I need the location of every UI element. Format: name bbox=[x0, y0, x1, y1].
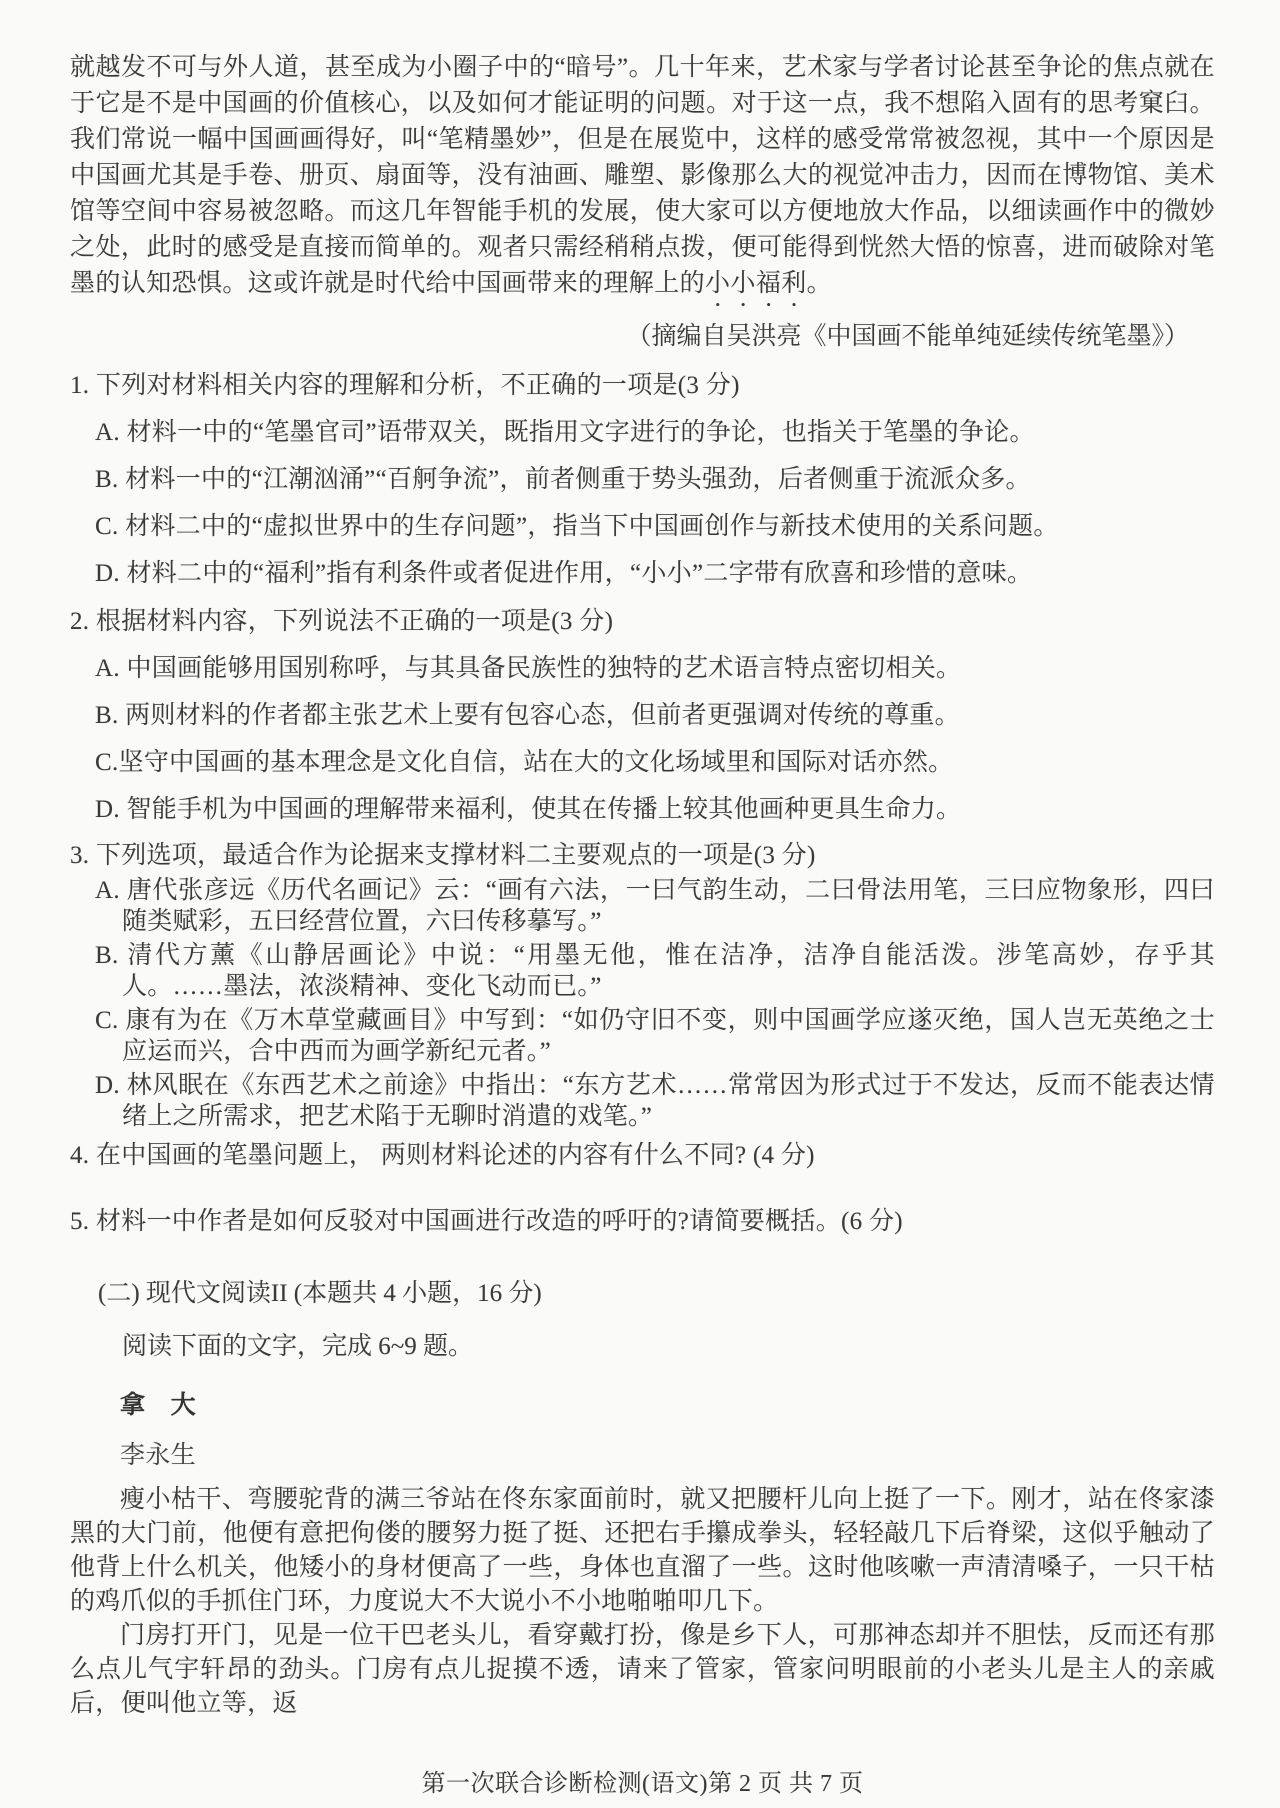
question-3-option-a: A. 唐代张彦远《历代名画记》云：“画有六法，一曰气韵生动，二曰骨法用笔，三曰应物象形，四曰随类赋彩，五曰经营位置，六曰传移摹写。” bbox=[95, 877, 1215, 935]
question-3-option-c: C. 康有为在《万木草堂藏画目》中写到：“如仍守旧不变，则中国画学应遂灭绝，国人岂无英绝之士应运而兴，合中西而为画学新纪元者。” bbox=[95, 1007, 1215, 1065]
question-2 bbox=[70, 606, 1215, 826]
section-2-header: (二) 现代文阅读II (本题共 4 小题，16 分) bbox=[98, 1280, 542, 1307]
intro-emphasized-text: 小小福利 bbox=[705, 270, 807, 297]
question-4 bbox=[70, 1140, 1215, 1172]
question-2-stem: 2. 根据材料内容，下列说法不正确的一项是(3 分) bbox=[70, 608, 614, 635]
question-2-option-c: C.坚守中国画的基本理念是文化自信，站在大的文化场域里和国际对话亦然。 bbox=[95, 749, 954, 776]
question-3-option-d: D. 林风眠在《东西艺术之前途》中指出：“东方艺术……常常因为形式过于不发达，反而不能表达情绪上之所需求，把艺术陷于无聊时消遣的戏笔。” bbox=[95, 1072, 1215, 1130]
question-3-option-b: B. 清代方薰《山静居画论》中说：“用墨无他，惟在洁净，洁净自能活泼。涉笔高妙，存乎其人。……墨法，浓淡精神、变化飞动而已。” bbox=[95, 942, 1215, 1000]
question-1-option-a: A. 材料一中的“笔墨官司”语带双关，既指用文字进行的争论，也指关于笔墨的争论。 bbox=[95, 419, 1035, 446]
intro-period: 。 bbox=[806, 270, 833, 297]
reading-passage bbox=[70, 1389, 1215, 1721]
passage-author: 李永生 bbox=[120, 1442, 196, 1469]
question-2-option-b: B. 两则材料的作者都主张艺术上要有包容心态，但前者更强调对传统的尊重。 bbox=[95, 702, 960, 729]
question-1-option-c: C. 材料二中的“虚拟世界中的生存问题”，指当下中国画创作与新技术使用的关系问题。 bbox=[95, 513, 1059, 540]
page-footer: 第一次联合诊断检测(语文)第 2 页 共 7 页 bbox=[421, 1771, 864, 1797]
question-3 bbox=[70, 840, 1215, 1132]
question-1-stem: 1. 下列对材料相关内容的理解和分析，不正确的一项是(3 分) bbox=[70, 372, 740, 399]
intro-paragraph bbox=[70, 50, 1215, 312]
question-2-option-a: A. 中国画能够用国别称呼，与其具备民族性的独特的艺术语言特点密切相关。 bbox=[95, 655, 962, 682]
question-4-stem: 4. 在中国画的笔墨问题上， 两则材料论述的内容有什么不同? (4 分) bbox=[70, 1142, 815, 1169]
reading-instruction: 阅读下面的文字，完成 6~9 题。 bbox=[122, 1333, 474, 1360]
question-1 bbox=[70, 370, 1215, 590]
source-attribution: （摘编自吴洪亮《中国画不能单纯延续传统笔墨》） bbox=[626, 323, 1189, 350]
question-3-stem: 3. 下列选项，最适合作为论据来支撑材料二主要观点的一项是(3 分) bbox=[70, 842, 816, 869]
question-5-stem: 5. 材料一中作者是如何反驳对中国画进行改造的呼吁的?请简要概括。(6 分) bbox=[70, 1208, 903, 1235]
passage-paragraph-2: 门房打开门，见是一位干巴老头儿，看穿戴打扮，像是乡下人，可那神态却并不胆怯，反而还有那么点儿气宇轩昂的劲头。门房有点儿捉摸不透，请来了管家，管家问明眼前的小老头儿是主人的亲戚后，便叫他立等，返 bbox=[70, 1622, 1215, 1717]
question-1-option-b: B. 材料一中的“江潮汹涌”“百舸争流”，前者侧重于势头强劲，后者侧重于流派众多。 bbox=[95, 466, 1031, 493]
passage-paragraph-1: 瘦小枯干、弯腰驼背的满三爷站在佟东家面前时，就又把腰杆儿向上挺了一下。刚才，站在佟家漆黑的大门前，他便有意把佝偻的腰努力挺了挺、还把右手攥成拳头，轻轻敲几下后脊梁，这似乎触动了他背上什么机关，他矮小的身材便高了一些，身体也直溜了一些。这时他咳嗽一声清清嗓子，一只干枯的鸡爪似的手抓住门环，力度说大不大说小不小地啪啪叩几下。 bbox=[70, 1486, 1215, 1615]
question-2-option-d: D. 智能手机为中国画的理解带来福利，使其在传播上较其他画种更具生命力。 bbox=[95, 796, 962, 823]
passage-title: 拿 大 bbox=[120, 1392, 196, 1419]
intro-text: 就越发不可与外人道，甚至成为小圈子中的“暗号”。几十年来，艺术家与学者讨论甚至争论的焦点就在于它是不是中国画的价值核心，以及如何才能证明的问题。对于这一点，我不想陷入固有的思考窠臼。我们常说一幅中国画画得好，叫“笔精墨妙”，但是在展览中，这样的感受常常被忽视，其中一个原因是中国画尤其是手卷、册页、扇面等，没有油画、雕塑、影像那么大的视觉冲击力，因而在博物馆、美术馆等空间中容易被忽略。而这几年智能手机的发展，使大家可以方便地放大作品，以细读画作中的微妙之处，此时的感受是直接而简单的。观者只需经稍稍点拨，便可能得到恍然大悟的惊喜，进而破除对笔墨的认知恐惧。这或许就是时代给中国画带来的理解上的 bbox=[70, 54, 1215, 297]
question-1-option-d: D. 材料二中的“福利”指有利条件或者促进作用，“小小”二字带有欣喜和珍惜的意味。 bbox=[95, 560, 1033, 587]
question-5 bbox=[70, 1206, 1215, 1238]
